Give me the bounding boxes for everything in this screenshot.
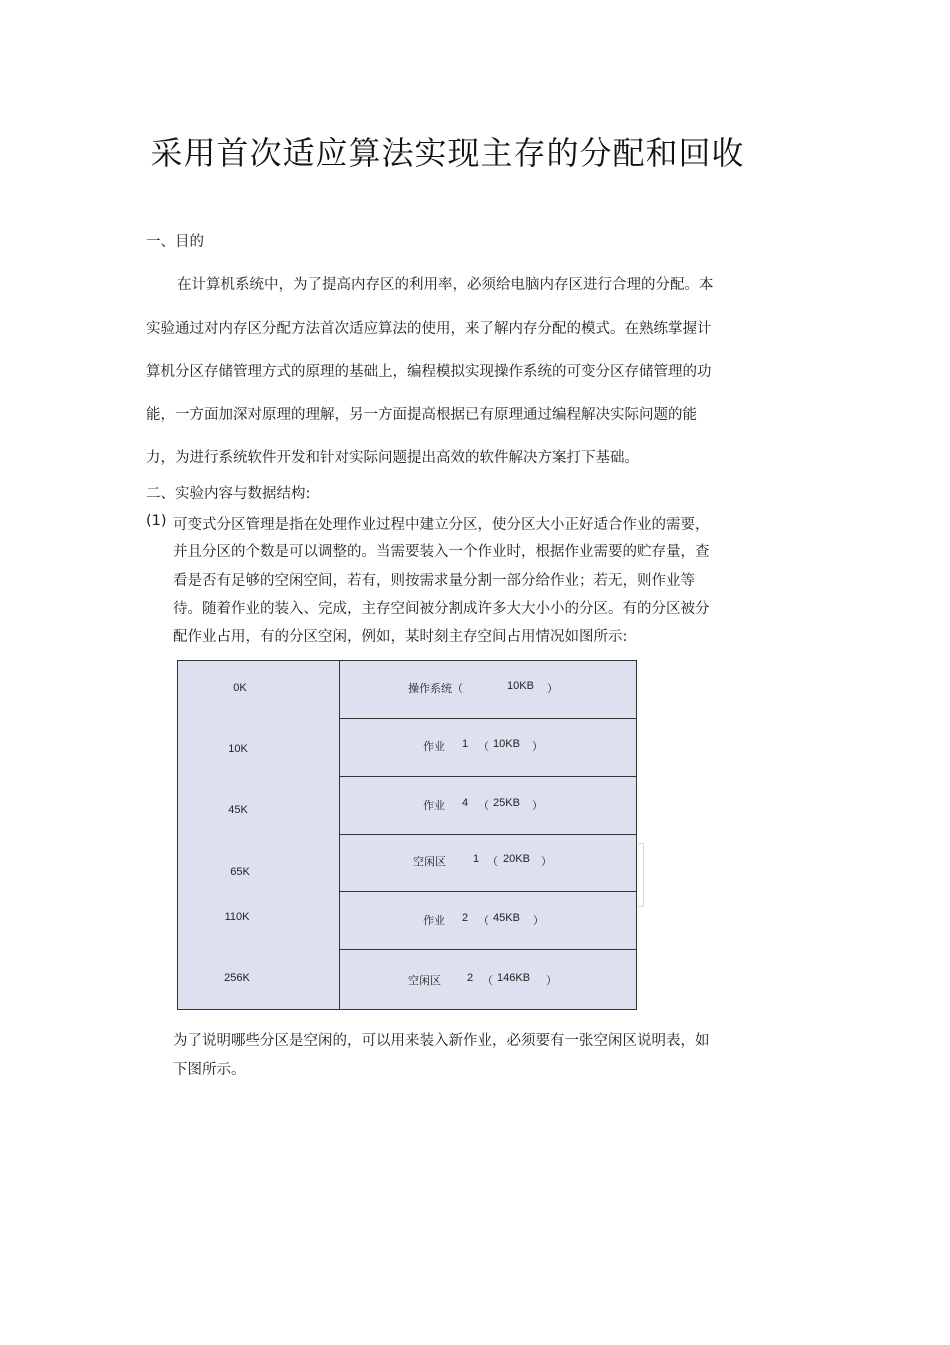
- segment-open: （: [478, 800, 489, 812]
- segment-free: [340, 950, 636, 1008]
- list-item-line: 看是否有足够的空闲空间，若有，则按需求量分割一部分给作业；若无，则作业等: [173, 573, 695, 589]
- address-column: [178, 661, 340, 1009]
- address-label: 0K: [233, 682, 247, 694]
- section2-heading: 二、实验内容与数据结构:: [146, 486, 311, 502]
- segment-close: ）: [532, 741, 543, 753]
- segment-size: 20KB: [503, 853, 530, 865]
- segment-close: ）: [533, 915, 544, 927]
- address-label: 65K: [230, 866, 250, 878]
- address-label: 256K: [224, 972, 250, 984]
- segment-free: [340, 835, 636, 892]
- paragraph-line: 实验通过对内存区分配方法首次适应算法的使用，来了解内存分配的模式。在熟练掌握计: [146, 321, 712, 337]
- segment-open: （: [482, 975, 493, 987]
- address-label: 10K: [228, 743, 248, 755]
- paragraph-line: 力，为进行系统软件开发和针对实际问题提出高效的软件解决方案打下基础。: [146, 450, 639, 466]
- diagram-edge-mark: [638, 843, 644, 907]
- segment-size: 45KB: [493, 912, 520, 924]
- segment-name: 操作系统（: [408, 683, 463, 695]
- segment-name: 作业: [423, 800, 445, 812]
- segment-size: 10KB: [493, 738, 520, 750]
- segment-index: 4: [462, 797, 469, 809]
- list-item-line: 并且分区的个数是可以调整的。当需要装入一个作业时，根据作业需要的贮存量，查: [173, 544, 710, 560]
- segment-name: 空闲区: [408, 975, 441, 987]
- address-label: 45K: [228, 804, 248, 816]
- segment-size: 10KB: [507, 680, 534, 692]
- paragraph-line: 算机分区存储管理方式的原理的基础上，编程模拟实现操作系统的可变分区存储管理的功: [146, 364, 712, 380]
- paragraph-line: 下图所示。: [173, 1062, 246, 1078]
- paragraph-line: 为了说明哪些分区是空闲的，可以用来装入新作业，必须要有一张空闲区说明表，如: [173, 1033, 710, 1049]
- segment-open: （: [487, 856, 498, 868]
- segment-job: [340, 777, 636, 835]
- segment-name: 作业: [423, 741, 445, 753]
- segment-index: 2: [467, 972, 474, 984]
- list-item-line: 配作业占用，有的分区空闲，例如，某时刻主存空间占用情况如图所示:: [173, 629, 628, 645]
- segment-job: [340, 719, 636, 777]
- address-label: 110K: [224, 911, 250, 923]
- list-number: (1): [146, 513, 167, 529]
- segment-size: 146KB: [497, 972, 531, 984]
- segment-close: ）: [547, 683, 558, 695]
- segment-name: 作业: [423, 915, 445, 927]
- segment-job: [340, 892, 636, 950]
- segment-index: 2: [462, 912, 469, 924]
- segment-open: （: [478, 915, 489, 927]
- segment-index: 1: [462, 738, 469, 750]
- page-title: 采用首次适应算法实现主存的分配和回收: [150, 134, 745, 172]
- list-item-line: 可变式分区管理是指在处理作业过程中建立分区，使分区大小正好适合作业的需要，: [173, 517, 710, 533]
- paragraph-line: 能，一方面加深对原理的理解，另一方面提高根据已有原理通过编程解决实际问题的能: [146, 407, 697, 423]
- segment-open: （: [478, 741, 489, 753]
- segment-index: 1: [473, 853, 480, 865]
- segment-name: 空闲区: [413, 856, 446, 868]
- segment-close: ）: [546, 975, 557, 987]
- section1-heading: 一、目的: [146, 234, 204, 250]
- list-item-line: 待。随着作业的装入、完成，主存空间被分割成许多大大小小的分区。有的分区被分: [173, 601, 710, 617]
- memory-map-diagram: [177, 660, 637, 1010]
- segment-close: ）: [541, 856, 552, 868]
- segment-size: 25KB: [493, 797, 520, 809]
- segment-close: ）: [532, 800, 543, 812]
- segment-os: [340, 661, 636, 719]
- paragraph-line: 在计算机系统中，为了提高内存区的利用率，必须给电脑内存区进行合理的分配。本: [177, 277, 714, 293]
